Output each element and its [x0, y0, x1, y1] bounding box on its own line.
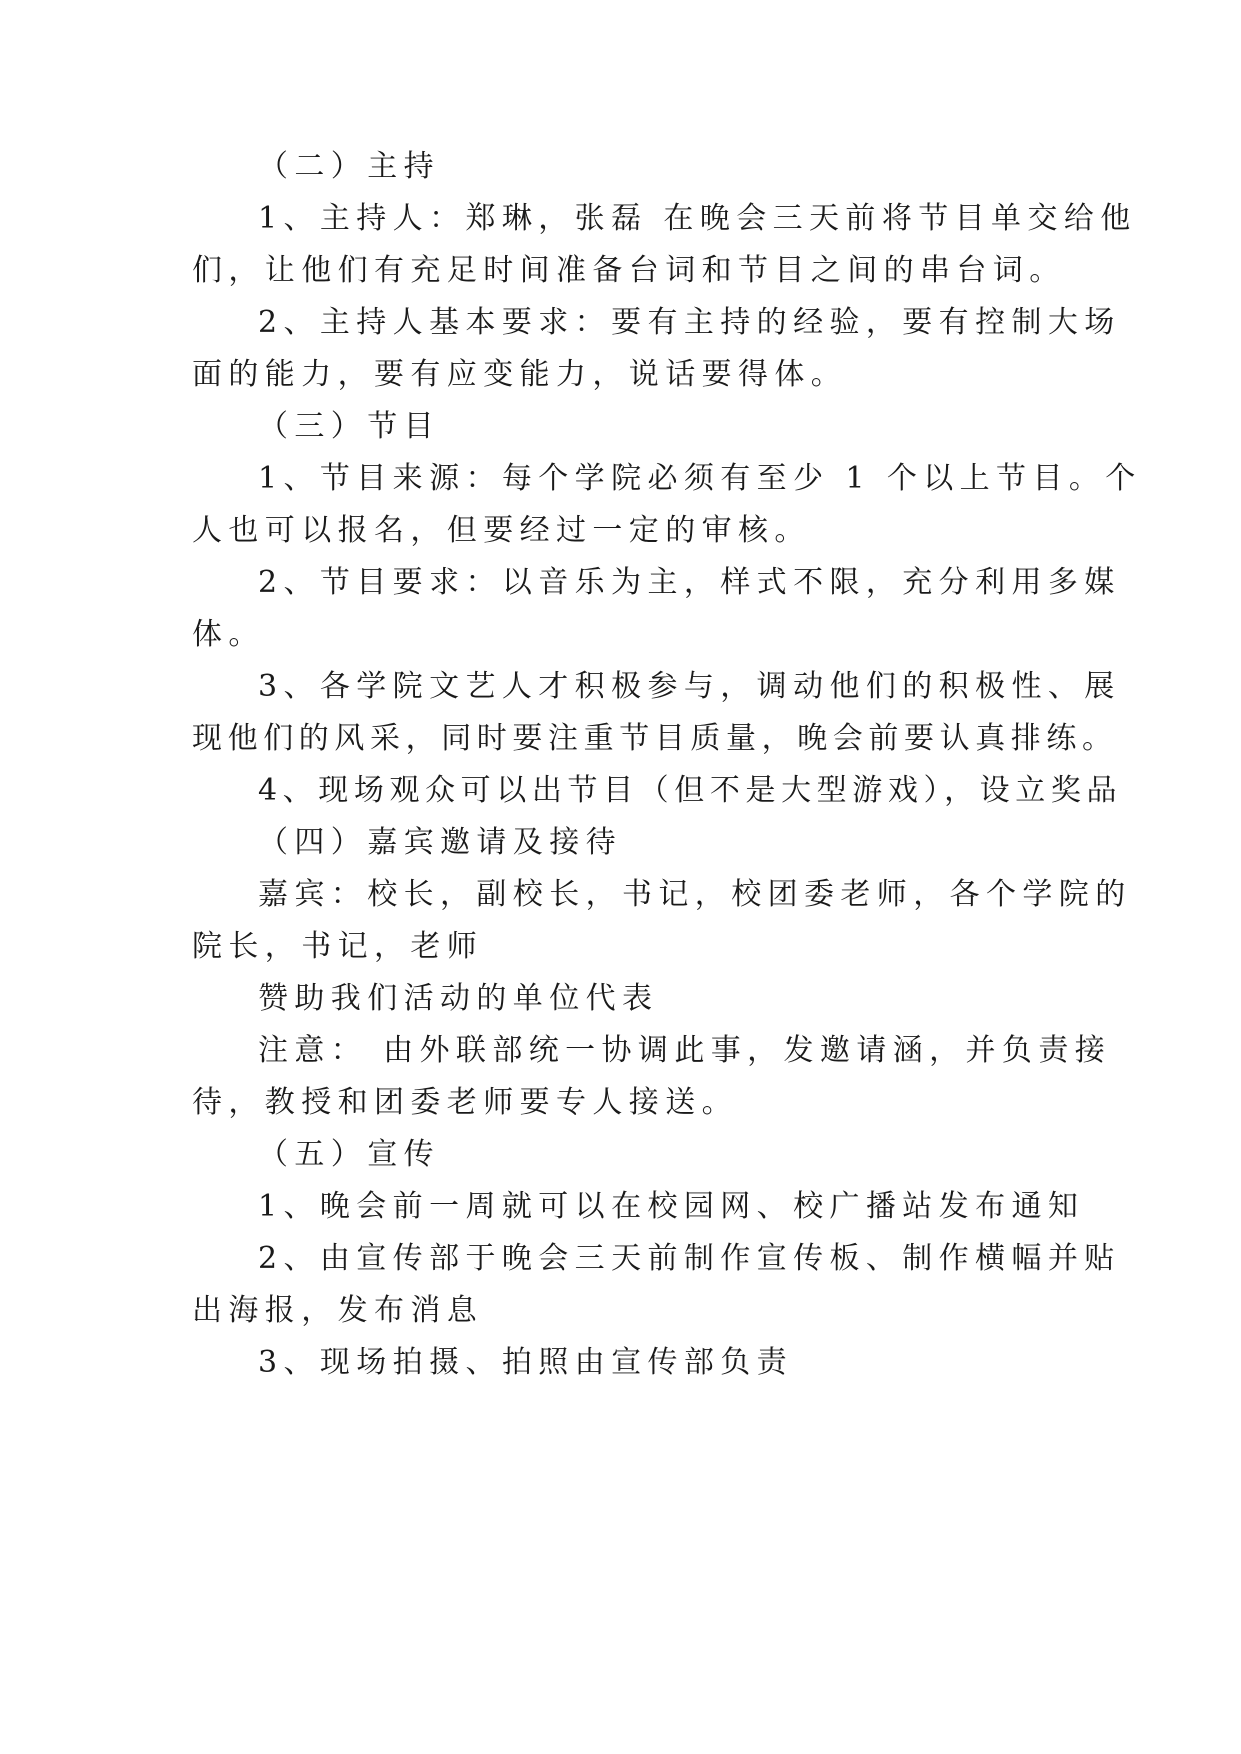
paragraph-line: 们，让他们有充足时间准备台词和节目之间的串台词。: [192, 253, 1066, 288]
paragraph-line: 院长，书记，老师: [192, 929, 484, 964]
paragraph-line: 人也可以报名，但要经过一定的审核。: [192, 513, 811, 548]
paragraph-line: 出海报，发布消息: [192, 1293, 484, 1328]
paragraph-line: 现他们的风采，同时要注重节目质量，晚会前要认真排练。: [192, 721, 1118, 756]
section-heading-program: （三）节目: [258, 409, 440, 444]
paragraph-line: 1、主持人：郑琳，张磊 在晚会三天前将节目单交给他: [258, 201, 1137, 236]
paragraph-line: 2、节目要求：以音乐为主，样式不限，充分利用多媒: [258, 565, 1121, 600]
paragraph-line: 1、晚会前一周就可以在校园网、校广播站发布通知: [258, 1189, 1085, 1224]
paragraph-line: 面的能力，要有应变能力，说话要得体。: [192, 357, 848, 392]
paragraph-line: 4、现场观众可以出节目（但不是大型游戏），设立奖品: [258, 773, 1123, 808]
paragraph-line: 3、现场拍摄、拍照由宣传部负责: [258, 1345, 794, 1380]
paragraph-line: 2、由宣传部于晚会三天前制作宣传板、制作横幅并贴: [258, 1241, 1121, 1276]
section-heading-publicity: （五）宣传: [258, 1137, 440, 1172]
paragraph-line: 3、各学院文艺人才积极参与，调动他们的积极性、展: [258, 669, 1121, 704]
paragraph-line: 赞助我们活动的单位代表: [258, 981, 659, 1016]
section-heading-guests: （四）嘉宾邀请及接待: [258, 825, 622, 860]
paragraph-line: 待，教授和团委老师要专人接送。: [192, 1085, 738, 1120]
paragraph-line: 2、主持人基本要求：要有主持的经验，要有控制大场: [258, 305, 1121, 340]
paragraph-line: 1、节目来源：每个学院必须有至少 1 个以上节目。个: [258, 461, 1142, 496]
paragraph-line: 注意： 由外联部统一协调此事，发邀请涵，并负责接: [258, 1033, 1112, 1068]
paragraph-line: 体。: [192, 617, 265, 652]
section-heading-hosting: （二）主持: [258, 149, 440, 184]
paragraph-line: 嘉宾：校长，副校长，书记，校团委老师，各个学院的: [258, 877, 1132, 912]
